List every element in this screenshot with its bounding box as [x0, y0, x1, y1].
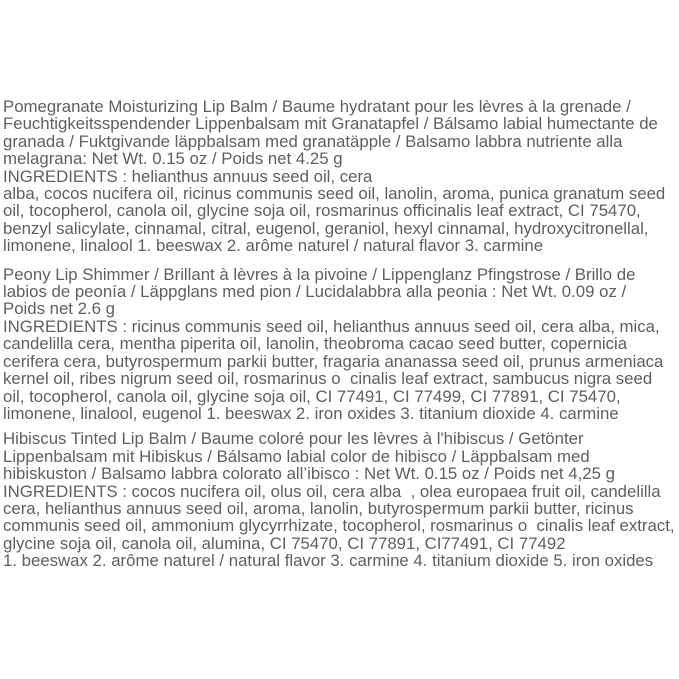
label-line: Peony Lip Shimmer / Brillant à lèvres à la pivoine / Lippenglanz Pfingstrose / Brillo de [3, 264, 636, 284]
label-line: kernel oil, ribes nigrum seed oil, rosmarinus o cinalis leaf extract, sambucus nigra seed [3, 369, 653, 389]
label-line: melagrana: Net Wt. 0.15 oz / Poids net 4.25 g [3, 149, 343, 169]
ingredient-label-sheet [3, 98, 677, 570]
label-line: labios de peonía / Läppglans med pion / Lucidalabbra alla peonia : Net Wt. 0.09 oz / [3, 282, 627, 302]
label-line: alba, cocos nucifera oil, ricinus communis seed oil, lanolin, aroma, punica granatum seed [3, 184, 666, 204]
label-line: limonene, linalool 1. beeswax 2. arôme naturel / natural flavor 3. carmine [3, 236, 544, 256]
label-line: cerifera cera, butyrospermum parkii butter, fragaria ananassa seed oil, prunus armeniaca [3, 351, 664, 371]
label-line: 1. beeswax 2. arôme naturel / natural flavor 3. carmine 4. titanium dioxide 5. iron oxides [3, 551, 654, 571]
label-line: INGREDIENTS : cocos nucifera oil, olus oil, cera alba , olea europaea fruit oil, candelilla [3, 481, 661, 501]
label-line: candelilla cera, mentha piperita oil, lanolin, theobroma cacao seed butter, copernicia [3, 334, 628, 354]
label-line: Hibiscus Tinted Lip Balm / Baume coloré pour les lèvres à l'hibiscus / Getönter [3, 429, 584, 449]
label-line: Feuchtigkeitsspendender Lippenbalsam mit Granatapfel / Bálsamo labial humectante de [3, 114, 658, 134]
label-line: oil, tocopherol, canola oil, glycine soja oil, rosmarinus officinalis leaf extract, CI 75470, [3, 201, 641, 221]
label-line: hibiskuston / Balsamo labbra colorato all’ibisco : Net Wt. 0.15 oz / Poids net 4,25 g [3, 464, 615, 484]
label-line: Poids net 2.6 g [3, 299, 115, 319]
product-label-peony-lip-shimmer [3, 266, 677, 423]
label-line: INGREDIENTS : ricinus communis seed oil, helianthus annuus seed oil, cera alba, mica, [3, 316, 660, 336]
label-line: oil, tocopherol, canola oil, glycine soja oil, CI 77491, CI 77499, CI 77891, CI 75470, [3, 386, 621, 406]
product-label-pomegranate-moisturizing-lip-balm [3, 98, 677, 255]
label-line: limonene, linalool, eugenol 1. beeswax 2. iron oxides 3. titanium dioxide 4. carmine [3, 403, 619, 423]
label-line: glycine soja oil, canola oil, alumina, CI 75470, CI 77891, CI77491, CI 77492 [3, 533, 566, 553]
label-line: Lippenbalsam mit Hibiskus / Bálsamo labial color de hibisco / Läppbalsam med [3, 446, 590, 466]
label-line: Pomegranate Moisturizing Lip Balm / Baume hydratant pour les lèvres à la grenade / [3, 97, 631, 116]
product-label-hibiscus-tinted-lip-balm [3, 430, 677, 569]
label-line: communis seed oil, ammonium glycyrrhizate, tocopherol, rosmarinus o cinalis leaf extract, [3, 516, 675, 536]
label-line: benzyl salicylate, cinnamal, citral, eugenol, geraniol, hexyl cinnamal, hydroxycitronellal, [3, 218, 649, 238]
label-line: INGREDIENTS : helianthus annuus seed oil, cera [3, 166, 373, 186]
label-line: granada / Fuktgivande läppbalsam med granatäpple / Balsamo labbra nutriente alla [3, 131, 623, 151]
label-line: cera, helianthus annuus seed oil, aroma, lanolin, butyrospermum parkii butter, ricinus [3, 498, 634, 518]
